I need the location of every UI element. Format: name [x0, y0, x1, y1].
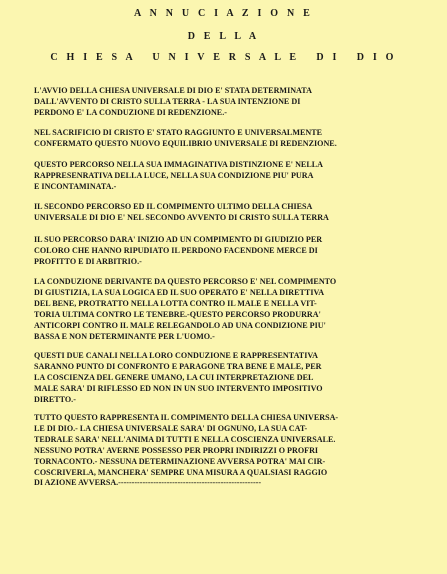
paragraph-line: ANTICORPI CONTRO IL MALE RELEGANDOLO AD UNA CONDIZIONE PIU'	[34, 320, 326, 330]
paragraph-3	[34, 160, 424, 193]
paragraph-line: SARANNO PUNTO DI CONFRONTO E PARAGONE TRA BENE E MALE, PER	[34, 361, 322, 371]
paragraph-line: QUESTO PERCORSO NELLA SUA IMMAGINATIVA DISTINZIONE E' NELLA	[34, 160, 323, 169]
paragraph-line: NEL SACRIFICIO DI CRISTO E' STATO RAGGIUNTO E UNIVERSALMENTE	[34, 128, 322, 137]
title-line-2: D E L L A	[187, 31, 260, 42]
paragraph-line: E INCONTAMINATA.-	[34, 181, 117, 191]
paragraph-line: TEDRALE SARA' NELL'ANIMA DI TUTTI E NELLA COSCIENZA UNIVERSALE.	[34, 434, 336, 444]
paragraph-line: MALE SARA' DI RIFLESSO ED NON IN UN SUO INTERVENTO IMPOSITIVO	[34, 383, 323, 393]
paragraph-line: PROFITTO E DI ARBITRIO.-	[34, 256, 142, 266]
paragraph-line: DI AZIONE AVVERSA.-----------------------------------------------------	[34, 478, 262, 488]
paragraph-1	[34, 86, 424, 119]
paragraph-line: IL SUO PERCORSO DARA' INIZIO AD UN COMPIMENTO DI GIUDIZIO PER	[34, 235, 323, 244]
paragraph-line: TORIA ULTIMA CONTRO LE TENEBRE.-QUESTO PERCORSO PRODURRA'	[34, 309, 321, 319]
paragraph-6	[34, 277, 424, 342]
paragraph-line: L'AVVIO DELLA CHIESA UNIVERSALE DI DIO E' STATA DETERMINATA	[34, 86, 312, 95]
paragraph-line: LA COSCIENZA DEL GENERE UMANO, LA CUI INTERPRETAZIONE DEL	[34, 372, 314, 382]
title-line-3: C H I E S A U N I V E R S A L E D I D I O	[50, 52, 397, 63]
paragraph-4	[34, 202, 424, 224]
paragraph-line: IL SECONDO PERCORSO ED IL COMPIMENTO ULTIMO DELLA CHIESA	[34, 202, 313, 211]
paragraph-line: DEL BENE, PROTRATTO NELLA LOTTA CONTRO IL MALE E NELLA VIT-	[34, 298, 317, 308]
paragraph-line: UNIVERSALE DI DIO E' NEL SECONDO AVVENTO DI CRISTO SULLA TERRA	[34, 212, 329, 222]
paragraph-line: PERDONO E' LA CONDUZIONE DI REDENZIONE.-	[34, 107, 227, 117]
paragraph-line: BASSA E NON DETERMINANTE PER L'UOMO.-	[34, 331, 215, 341]
paragraph-line: COSCRIVERLA, MANCHERA' SEMPRE UNA MISURA A QUALSIASI RAGGIO	[34, 467, 328, 477]
paragraph-8	[34, 413, 424, 489]
paragraph-line: COLORO CHE HANNO RIPUDIATO IL PERDONO FACENDONE MERCE DI	[34, 245, 318, 255]
paragraph-line: DIRETTO.-	[34, 394, 76, 404]
paragraph-line: TORNACONTO.- NESSUNA DETERMINAZIONE AVVERSA POTRA' MAI CIR-	[34, 456, 326, 466]
paragraph-2	[34, 128, 424, 150]
title-line-1: A N N U C I A Z I O N E	[134, 8, 313, 19]
paragraph-line: NESSUNO POTRA' AVERNE POSSESSO PER PROPRI INDIRIZZI O PROFRI	[34, 445, 319, 455]
paragraph-line: LA CONDUZIONE DERIVANTE DA QUESTO PERCORSO E' NEL COMPIMENTO	[34, 277, 337, 286]
paragraph-line: RAPPRESENRATIVA DELLA LUCE, NELLA SUA CONDIZIONE PIU' PURA	[34, 170, 314, 180]
paragraph-line: DALL'AVVENTO DI CRISTO SULLA TERRA - LA SUA INTENZIONE DI	[34, 96, 301, 106]
paragraph-line: DI GIUSTIZIA, LA SUA LOGICA ED IL SUO OPERATO E' NELLA DIRETTIVA	[34, 287, 325, 297]
paragraph-line: LE DI DIO.- LA CHIESA UNIVERSALE SARA' DI OGNUNO, LA SUA CAT-	[34, 423, 308, 433]
paragraph-line: CONFERMATO QUESTO NUOVO EQUILIBRIO UNIVERSALE DI REDENZIONE.	[34, 138, 337, 148]
paragraph-7	[34, 351, 424, 406]
paragraph-line: QUESTI DUE CANALI NELLA LORO CONDUZIONE E RAPPRESENTATIVA	[34, 351, 319, 360]
paragraph-line: TUTTO QUESTO RAPPRESENTA IL COMPIMENTO DELLA CHIESA UNIVERSA-	[34, 413, 339, 422]
paragraph-5	[34, 235, 424, 268]
